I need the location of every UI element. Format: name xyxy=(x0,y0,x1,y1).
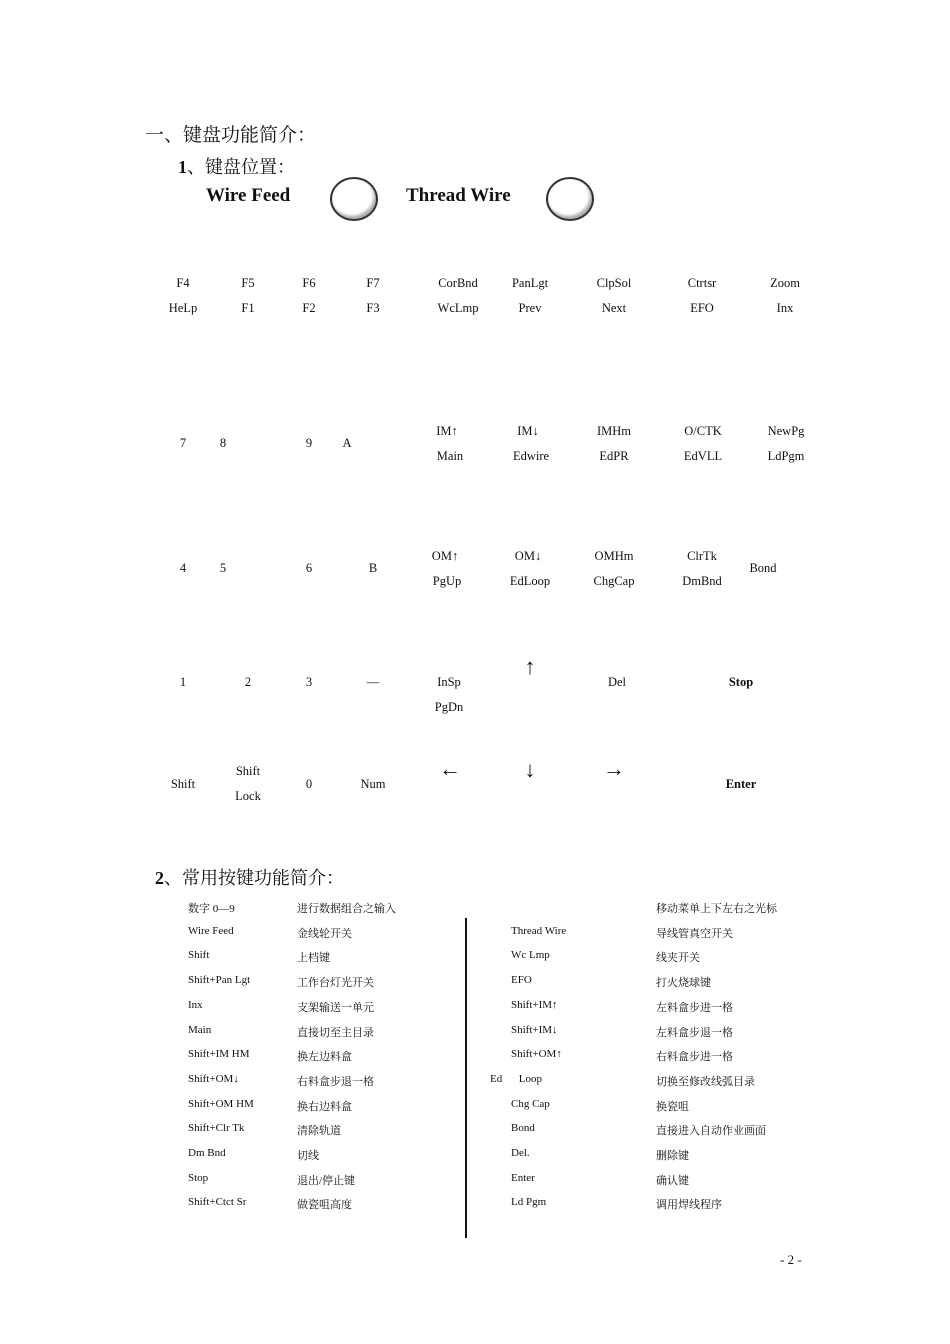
key-9[interactable]: 9 xyxy=(305,436,313,450)
key-ldpgm: LdPgm xyxy=(767,449,805,463)
table-divider xyxy=(465,918,467,1238)
key-dmbnd: DmBnd xyxy=(682,574,722,588)
key-om-down[interactable]: OM↓ xyxy=(514,549,542,563)
key-corbnd[interactable]: CorBnd xyxy=(438,276,478,290)
table-desc-cell: 做瓷咀高度 xyxy=(297,1199,352,1211)
right-arrow-icon[interactable]: → xyxy=(603,756,625,781)
table-key-cell: EFO xyxy=(511,974,532,986)
table-key-cell: Wire Feed xyxy=(188,925,234,937)
table-key-cell: Enter xyxy=(511,1172,535,1184)
table-desc-cell: 左料盒步退一格 xyxy=(656,1027,733,1039)
table-key-cell: Shift xyxy=(188,949,210,961)
left-arrow-icon[interactable]: ← xyxy=(439,756,461,781)
key-6[interactable]: 6 xyxy=(305,561,313,575)
key-imhm[interactable]: IMHm xyxy=(596,424,632,438)
table-key-cell: Ed Loop xyxy=(490,1073,542,1085)
key-enter[interactable]: Enter xyxy=(725,777,757,791)
table-key-cell: Chg Cap xyxy=(511,1098,550,1110)
subsection-2-title xyxy=(155,864,344,890)
key-efo: EFO xyxy=(690,301,714,315)
subsection-1-text: 、键盘位置： xyxy=(187,157,295,177)
table-desc-cell: 直接切至主目录 xyxy=(297,1027,374,1039)
key-chgcap: ChgCap xyxy=(593,574,635,588)
key-minus[interactable]: — xyxy=(366,675,380,689)
key-omhm[interactable]: OMHm xyxy=(594,549,634,563)
key-num[interactable]: Num xyxy=(360,777,386,791)
key-2[interactable]: 2 xyxy=(244,675,252,689)
key-stop[interactable]: Stop xyxy=(728,675,754,689)
table-key-cell: Shift+OM↓ xyxy=(188,1073,239,1085)
table-desc-cell: 确认键 xyxy=(656,1175,689,1187)
table-key-cell: Thread Wire xyxy=(511,925,567,937)
key-main: Main xyxy=(436,449,464,463)
key-shift-lock-top[interactable]: Shift xyxy=(235,764,261,778)
table-key-cell: Shift+IM↑ xyxy=(511,999,558,1011)
key-3[interactable]: 3 xyxy=(305,675,313,689)
table-desc-cell: 切线 xyxy=(297,1150,319,1162)
table-key-cell: Dm Bnd xyxy=(188,1147,226,1159)
table-desc-cell: 清除轨道 xyxy=(297,1125,341,1137)
table-desc-cell: 工作台灯光开关 xyxy=(297,977,374,989)
table-key-cell: Bond xyxy=(511,1122,535,1134)
thread-wire-label: Thread Wire xyxy=(406,185,511,206)
table-desc-cell: 移动菜单上下左右之光标 xyxy=(656,903,777,915)
subsection-2-number: 2 xyxy=(155,868,164,888)
key-1[interactable]: 1 xyxy=(179,675,187,689)
key-octk[interactable]: O/CTK xyxy=(684,424,722,438)
wire-feed-knob[interactable] xyxy=(330,177,378,221)
key-a[interactable]: A xyxy=(342,436,352,450)
key-panlgt[interactable]: PanLgt xyxy=(511,276,549,290)
key-inx: Inx xyxy=(776,301,794,315)
subsection-1-title xyxy=(178,153,295,179)
table-desc-cell: 左料盒步进一格 xyxy=(656,1002,733,1014)
subsection-2-text: 、常用按键功能简介： xyxy=(164,868,344,888)
key-f6[interactable]: F6 xyxy=(302,276,316,290)
key-clrtk[interactable]: ClrTk xyxy=(687,549,717,563)
key-om-up[interactable]: OM↑ xyxy=(431,549,459,563)
key-shift[interactable]: Shift xyxy=(170,777,196,791)
table-desc-cell: 上档键 xyxy=(297,952,330,964)
table-key-cell: Shift+Clr Tk xyxy=(188,1122,245,1134)
table-desc-cell: 导线管真空开关 xyxy=(656,928,733,940)
key-im-down[interactable]: IM↓ xyxy=(517,424,539,438)
table-key-cell: Wc Lmp xyxy=(511,949,550,961)
table-key-cell: Shift+Ctct Sr xyxy=(188,1196,247,1208)
table-desc-cell: 金线轮开关 xyxy=(297,928,352,940)
key-edvll: EdVLL xyxy=(683,449,723,463)
key-next: Next xyxy=(601,301,627,315)
table-desc-cell: 右料盒步进一格 xyxy=(656,1051,733,1063)
table-desc-cell: 调用焊线程序 xyxy=(656,1199,722,1211)
table-key-cell: Ld Pgm xyxy=(511,1196,547,1208)
thread-wire-knob[interactable] xyxy=(546,177,594,221)
key-shift-lock-bottom: Lock xyxy=(235,789,261,803)
key-pgdn: PgDn xyxy=(434,700,464,714)
key-pgup: PgUp xyxy=(432,574,462,588)
up-arrow-icon[interactable]: ↑ xyxy=(524,654,536,679)
table-key-cell: Shift+IM↓ xyxy=(511,1024,558,1036)
table-desc-cell: 打火烧球键 xyxy=(656,977,711,989)
key-edloop: EdLoop xyxy=(509,574,551,588)
table-desc-cell: 退出/停止键 xyxy=(297,1175,356,1187)
key-5[interactable]: 5 xyxy=(219,561,227,575)
table-desc-cell: 直接进入自动作业画面 xyxy=(656,1125,766,1137)
key-edwire: Edwire xyxy=(512,449,550,463)
key-4[interactable]: 4 xyxy=(179,561,187,575)
down-arrow-icon[interactable]: ↓ xyxy=(524,757,536,782)
table-key-cell: 数字 0—9 xyxy=(188,903,235,915)
key-zoom[interactable]: Zoom xyxy=(770,276,800,290)
key-f6-sub: F2 xyxy=(302,301,316,315)
table-desc-cell: 切换至修改线弧目录 xyxy=(656,1076,755,1088)
table-desc-cell: 删除键 xyxy=(656,1150,689,1162)
page-number: - 2 - xyxy=(780,1252,802,1267)
table-key-cell: Shift+IM HM xyxy=(188,1048,250,1060)
key-bond[interactable]: Bond xyxy=(749,561,777,575)
key-insp[interactable]: InSp xyxy=(437,675,461,689)
table-key-cell: Del. xyxy=(511,1147,530,1159)
key-b[interactable]: B xyxy=(368,561,378,575)
key-f5[interactable]: F5 xyxy=(241,276,255,290)
key-del[interactable]: Del xyxy=(607,675,627,689)
key-f5-sub: F1 xyxy=(241,301,255,315)
table-key-cell: Inx xyxy=(188,999,203,1011)
key-clpsol[interactable]: ClpSol xyxy=(596,276,632,290)
key-ctrtsr[interactable]: Ctrtsr xyxy=(687,276,717,290)
key-f4-sub: HeLp xyxy=(168,301,198,315)
table-key-cell: Main xyxy=(188,1024,212,1036)
key-edpr: EdPR xyxy=(599,449,629,463)
table-desc-cell: 右料盒步退一格 xyxy=(297,1076,374,1088)
key-0[interactable]: 0 xyxy=(305,777,313,791)
key-prev: Prev xyxy=(518,301,542,315)
table-desc-cell: 进行数据组合之输入 xyxy=(297,903,396,915)
key-8[interactable]: 8 xyxy=(219,436,227,450)
key-f4[interactable]: F4 xyxy=(176,276,190,290)
table-key-cell: Stop xyxy=(188,1172,209,1184)
key-f7-sub: F3 xyxy=(366,301,380,315)
wire-feed-label: Wire Feed xyxy=(206,185,291,206)
table-desc-cell: 换瓷咀 xyxy=(656,1101,689,1113)
table-desc-cell: 换右边料盒 xyxy=(297,1101,352,1113)
table-desc-cell: 换左边料盒 xyxy=(297,1051,352,1063)
key-7[interactable]: 7 xyxy=(179,436,187,450)
table-key-cell: Shift+OM↑ xyxy=(511,1048,562,1060)
subsection-1-number: 1 xyxy=(178,157,187,177)
key-wclmp: WcLmp xyxy=(437,301,479,315)
section-title: 一、键盘功能简介： xyxy=(145,125,317,146)
key-f7[interactable]: F7 xyxy=(366,276,380,290)
table-key-cell: Shift+Pan Lgt xyxy=(188,974,251,986)
key-im-up[interactable]: IM↑ xyxy=(436,424,458,438)
table-key-cell: Shift+OM HM xyxy=(188,1098,254,1110)
table-desc-cell: 支架输送一单元 xyxy=(297,1002,374,1014)
key-newpg[interactable]: NewPg xyxy=(767,424,805,438)
table-desc-cell: 线夹开关 xyxy=(656,952,700,964)
